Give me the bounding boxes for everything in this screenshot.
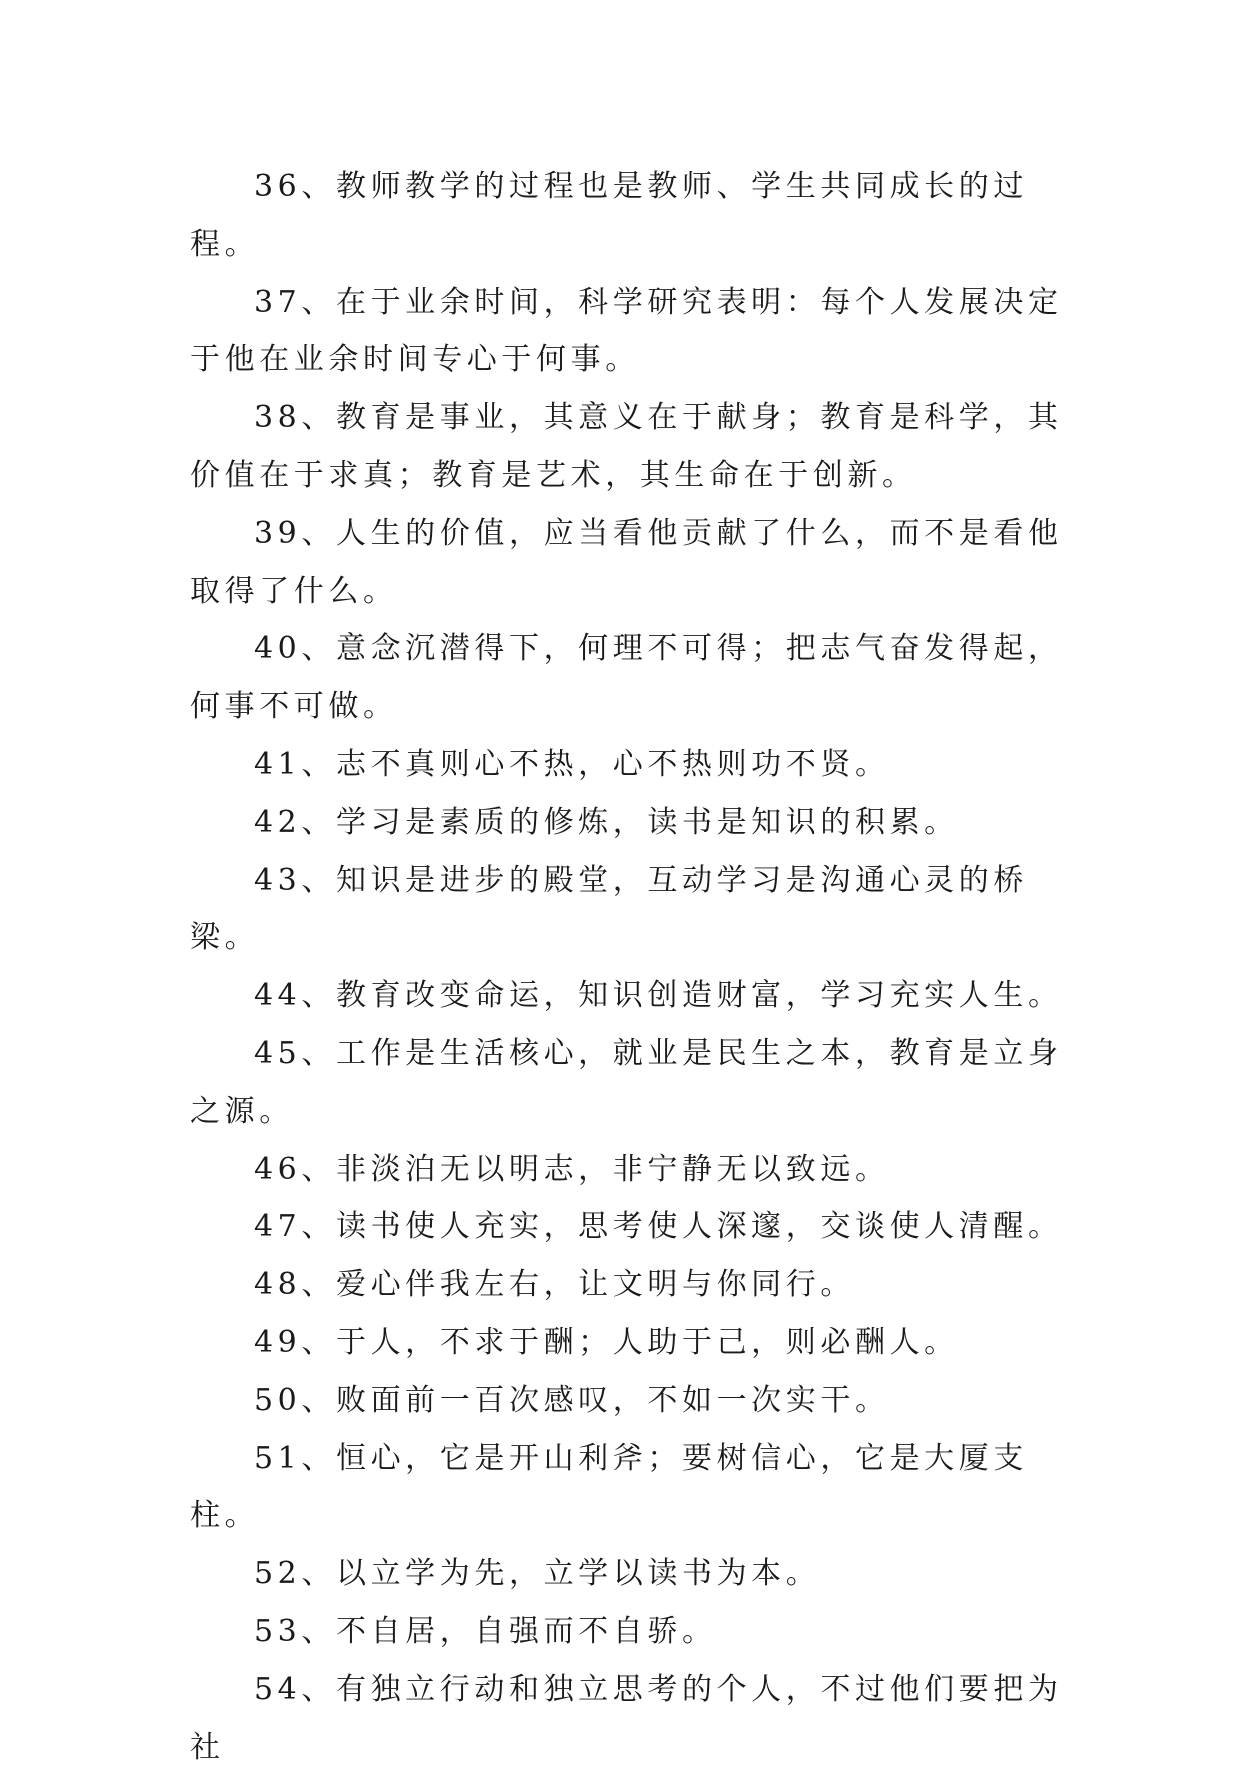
document-page xyxy=(190,158,1070,1776)
quote-paragraph-37: 37、在于业余时间，科学研究表明：每个人发展决定于他在业余时间专心于何事。 xyxy=(190,284,1063,378)
quote-paragraph-38: 38、教育是事业，其意义在于献身；教育是科学，其价值在于求真；教育是艺术，其生命在于创新。 xyxy=(190,400,1063,493)
quote-paragraph-52: 52、以立学为先，立学以读书为本。 xyxy=(254,1556,821,1592)
quote-paragraph-51: 51、恒心，它是开山利斧；要树信心，它是大厦支柱。 xyxy=(190,1440,1028,1534)
quote-paragraph-41: 41、志不真则心不热，心不热则功不贤。 xyxy=(254,746,890,782)
quote-paragraph-54: 54、有独立行动和独立思考的个人，不过他们要把为社 xyxy=(190,1671,1063,1765)
quote-paragraph-48: 48、爱心伴我左右，让文明与你同行。 xyxy=(254,1267,855,1303)
quote-paragraph-42: 42、学习是素质的修炼，读书是知识的积累。 xyxy=(254,804,959,840)
quote-paragraph-50: 50、败面前一百次感叹，不如一次实干。 xyxy=(254,1382,890,1418)
quote-paragraph-39: 39、人生的价值，应当看他贡献了什么，而不是看他取得了什么。 xyxy=(190,515,1063,609)
quote-paragraph-43: 43、知识是进步的殿堂，互动学习是沟通心灵的桥梁。 xyxy=(190,862,1028,956)
quote-paragraph-36: 36、教师教学的过程也是教师、学生共同成长的过程。 xyxy=(190,169,1028,262)
quote-paragraph-40: 40、意念沉潜得下，何理不可得；把志气奋发得起，何事不可做。 xyxy=(190,631,1063,725)
quote-paragraph-49: 49、于人，不求于酬；人助于己，则必酬人。 xyxy=(254,1324,959,1360)
quote-paragraph-47: 47、读书使人充实，思考使人深邃，交谈使人清醒。 xyxy=(254,1209,1063,1245)
quote-paragraph-44: 44、教育改变命运，知识创造财富，学习充实人生。 xyxy=(254,978,1063,1014)
quote-paragraph-46: 46、非淡泊无以明志，非宁静无以致远。 xyxy=(254,1151,890,1187)
quote-paragraph-53: 53、不自居，自强而不自骄。 xyxy=(254,1613,717,1649)
quote-paragraph-45: 45、工作是生活核心，就业是民生之本，教育是立身之源。 xyxy=(190,1035,1063,1129)
